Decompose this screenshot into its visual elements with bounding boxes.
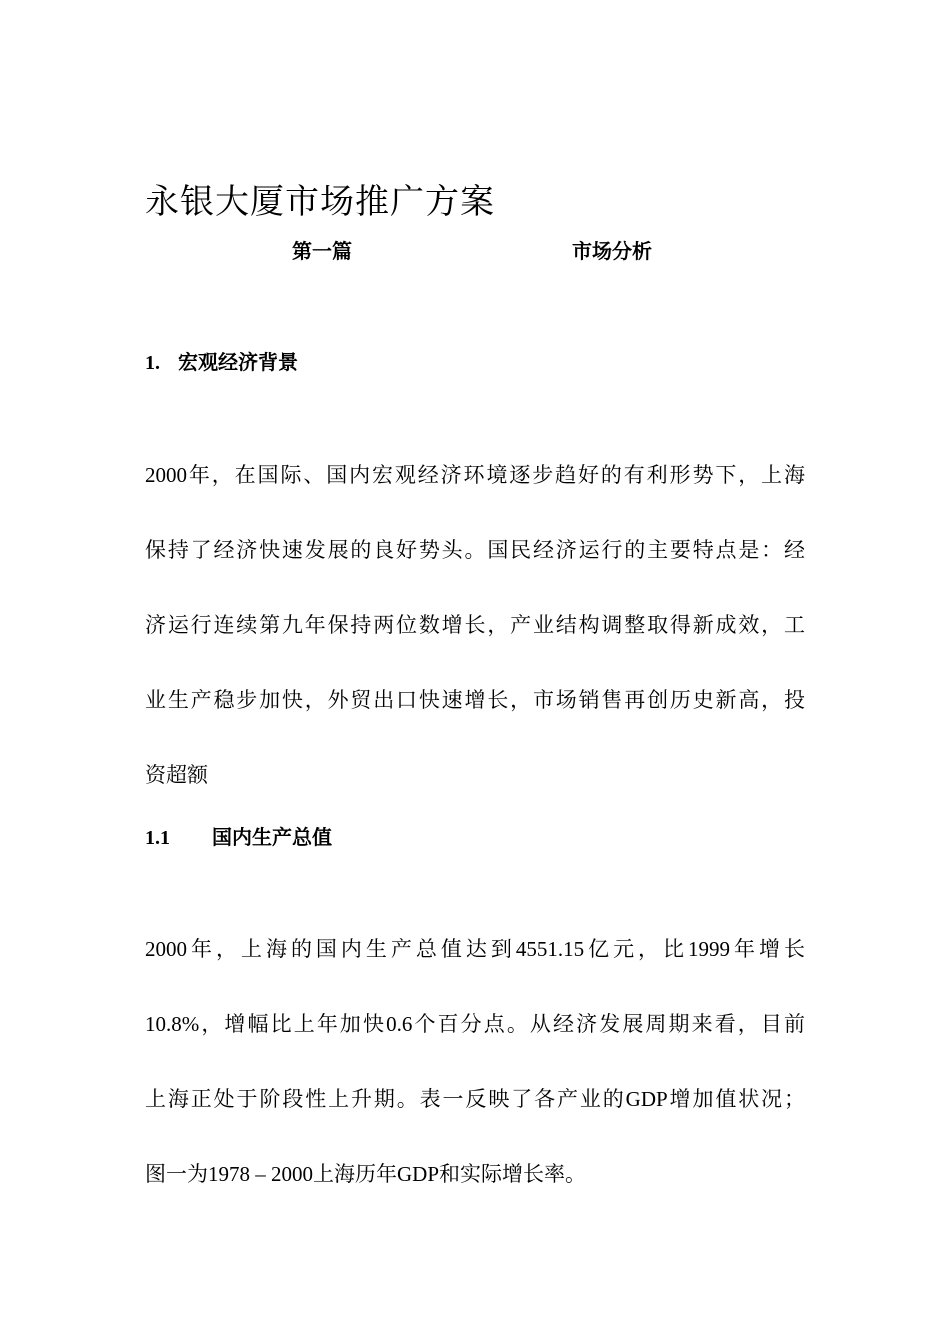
paragraph-line: 业生产稳步加快，外贸出口快速增长，市场销售再创历史新高，投 [145,688,805,712]
paragraph-line: 图一为1978 – 2000上海历年GDP和实际增长率。 [145,1162,587,1186]
part-name: 市场分析 [572,239,652,263]
section-heading-macro-economy [145,347,298,378]
paragraph-line: 资超额 [145,763,208,787]
part-number: 第一篇 [292,239,352,263]
section-number: 1. [145,352,160,374]
paragraph-line: 2000年，在国际、国内宏观经济环境逐步趋好的有利形势下，上海 [145,463,805,487]
paragraph-line: 10.8%，增幅比上年加快0.6个百分点。从经济发展周期来看，目前 [145,1012,805,1036]
section-paragraph-macro-economy [145,460,805,835]
subsection-title: 国内生产总值 [212,825,332,849]
paragraph-line: 2000年，上海的国内生产总值达到4551.15亿元，比1999年增长 [145,937,805,961]
subsection-heading-gdp [145,822,332,853]
subsection-paragraph-gdp [145,934,805,1234]
section-title: 宏观经济背景 [178,350,298,374]
subsection-number: 1.1 [145,827,170,849]
paragraph-line: 济运行连续第九年保持两位数增长，产业结构调整取得新成效，工 [145,613,805,637]
paragraph-line: 上海正处于阶段性上升期。表一反映了各产业的GDP增加值状况； [145,1087,805,1111]
document-title: 永银大厦市场推广方案 [145,182,495,222]
paragraph-line: 保持了经济快速发展的良好势头。国民经济运行的主要特点是：经 [145,538,805,562]
